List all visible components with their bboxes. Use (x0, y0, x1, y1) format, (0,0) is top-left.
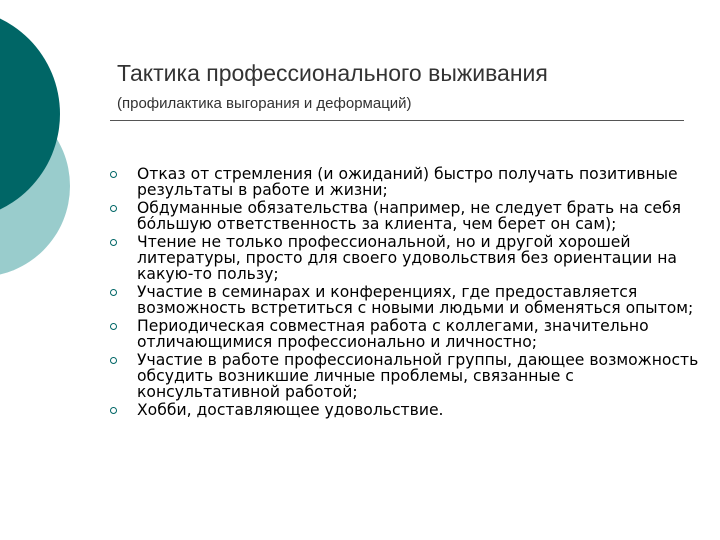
bullet-text: Обдуманные обязательства (например, не следует брать на себя бóльшую ответственность за клиента, чем берет он сам); (137, 199, 681, 233)
bullet-item (108, 352, 702, 400)
slide-title: Тактика профессионального выживания (117, 60, 548, 86)
bullet-item (108, 234, 702, 282)
bullet-item (108, 166, 702, 198)
slide-subtitle: (профилактика выгорания и деформаций) (117, 95, 412, 112)
bullet-text: Чтение не только профессиональной, но и другой хорошей литературы, просто для своего удовольствия без ориентации на какую-то пользу; (137, 233, 677, 283)
title-divider (110, 120, 684, 121)
bullet-text: Отказ от стремления (и ожиданий) быстро получать позитивные результаты в работе и жизни; (137, 165, 678, 199)
bullet-item (108, 402, 702, 418)
bullet-item (108, 284, 702, 316)
bullet-item (108, 318, 702, 350)
bullet-text: Участие в работе профессиональной группы, дающее возможность обсудить возникшие личные проблемы, связанные с консультативной работой; (137, 351, 699, 401)
bullet-circle-icon (110, 323, 117, 330)
bullet-circle-icon (110, 289, 117, 296)
bullet-circle-icon (110, 239, 117, 246)
bullet-circle-icon (110, 357, 117, 364)
bullet-circle-icon (110, 407, 117, 414)
bullet-text: Периодическая совместная работа с коллегами, значительно отличающимися профессионально и личностно; (137, 317, 649, 351)
bullet-circle-icon (110, 205, 117, 212)
decorative-circles (0, 0, 90, 300)
bullet-text: Хобби, доставляющее удовольствие. (137, 401, 444, 419)
bullet-text: Участие в семинарах и конференциях, где предоставляется возможность встретиться с новыми людьми и обменяться опытом; (137, 283, 694, 317)
bullet-list (108, 166, 702, 420)
bullet-circle-icon (110, 171, 117, 178)
bullet-item (108, 200, 702, 232)
